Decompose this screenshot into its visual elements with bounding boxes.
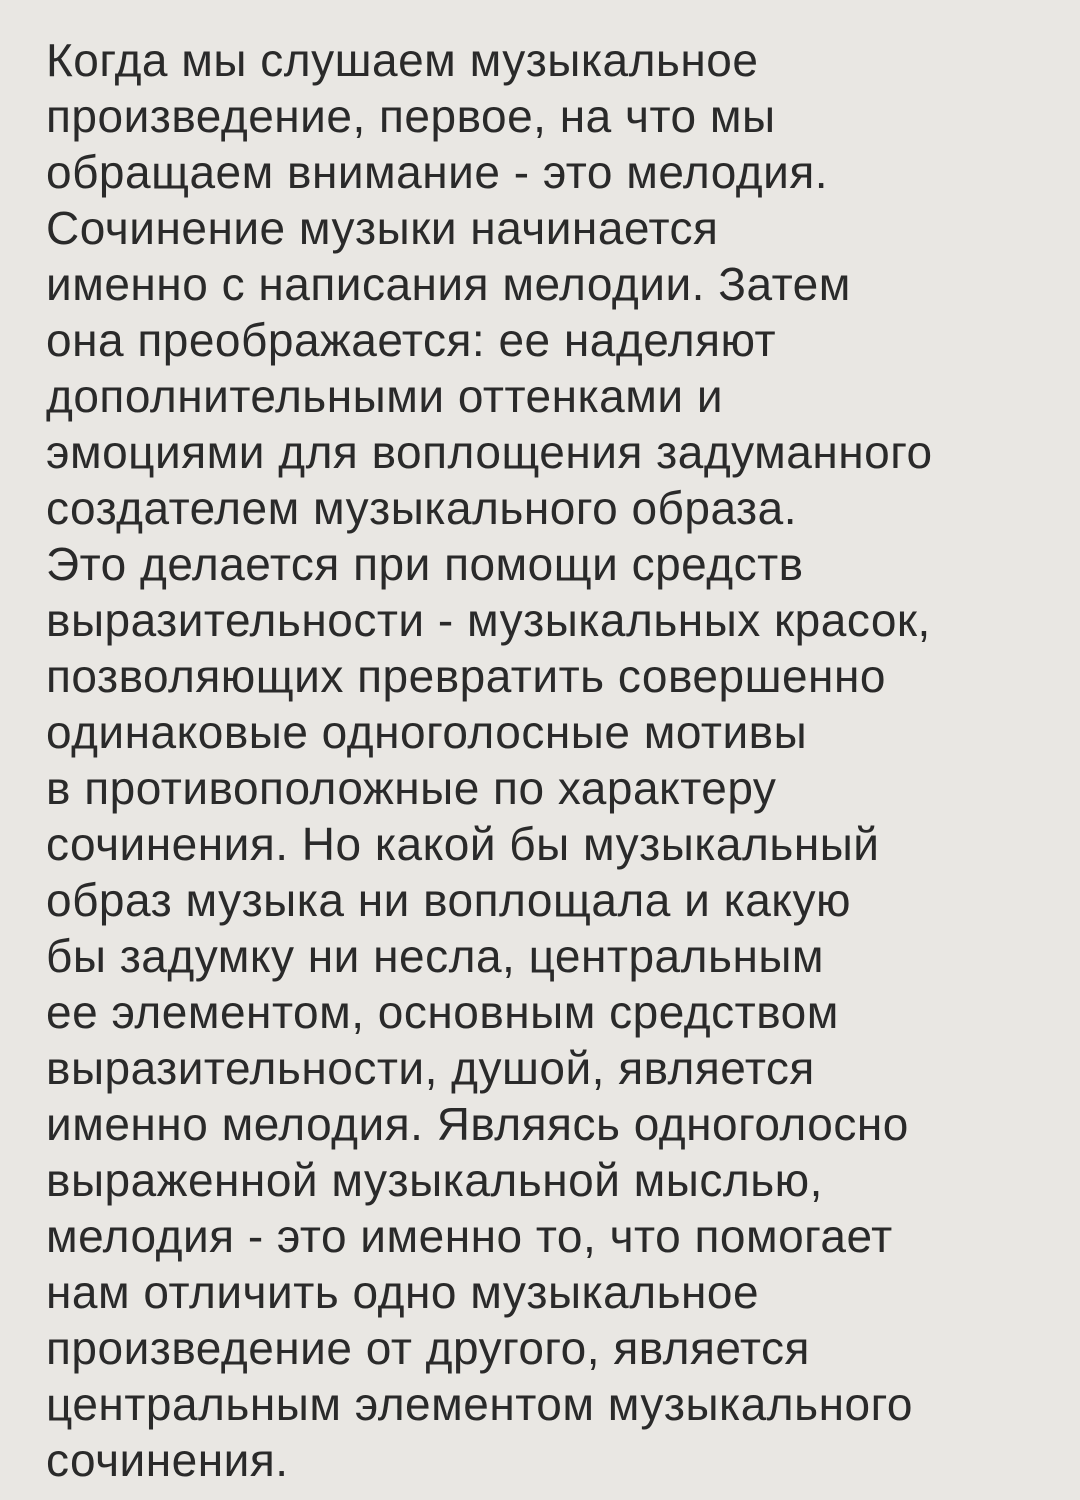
text-line: выразительности - музыкальных красок, [46, 594, 931, 646]
text-line: произведение, первое, на что мы [46, 90, 776, 142]
text-line: сочинения. [46, 1434, 289, 1486]
text-line: обращаем внимание - это мелодия. [46, 146, 829, 198]
text-line: сочинения. Но какой бы музыкальный [46, 818, 880, 870]
text-line: Это делается при помощи средств [46, 538, 804, 590]
text-line: произведение от другого, является [46, 1322, 810, 1374]
text-line: бы задумку ни несла, центральным [46, 930, 825, 982]
text-line: мелодия - это именно то, что помогает [46, 1210, 893, 1262]
text-line: центральным элементом музыкального [46, 1378, 913, 1430]
text-line: создателем музыкального образа. [46, 482, 797, 534]
text-line: выраженной музыкальной мыслью, [46, 1154, 823, 1206]
text-line: именно мелодия. Являясь одноголосно [46, 1098, 909, 1150]
text-line: она преображается: ее наделяют [46, 314, 777, 366]
text-line: Когда мы слушаем музыкальное [46, 34, 759, 86]
text-line: именно с написания мелодии. Затем [46, 258, 851, 310]
text-line: образ музыка ни воплощала и какую [46, 874, 851, 926]
text-line: в противоположные по характеру [46, 762, 777, 814]
body-text [46, 32, 1066, 1488]
text-line: одинаковые одноголосные мотивы [46, 706, 808, 758]
text-line: эмоциями для воплощения задуманного [46, 426, 933, 478]
text-line: выразительности, душой, является [46, 1042, 815, 1094]
text-line: позволяющих превратить совершенно [46, 650, 886, 702]
text-line: нам отличить одно музыкальное [46, 1266, 760, 1318]
text-line: Сочинение музыки начинается [46, 202, 719, 254]
text-line: ее элементом, основным средством [46, 986, 839, 1038]
text-line: дополнительными оттенками и [46, 370, 724, 422]
